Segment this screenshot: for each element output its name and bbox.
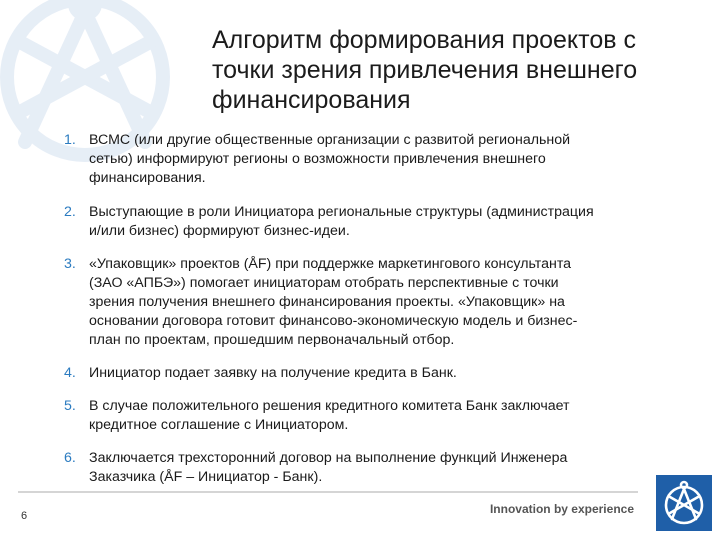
item-number: 6. xyxy=(64,450,76,466)
list-item xyxy=(64,449,669,487)
item-text: Выступающие в роли Инициатора региональные структуры (администрация и/или бизнес) формируют бизнес-идеи. xyxy=(89,204,594,239)
item-number: 3. xyxy=(64,256,76,272)
item-number: 2. xyxy=(64,204,76,220)
steps-list xyxy=(64,131,669,487)
item-text: В случае положительного решения кредитного комитета Банк заключает кредитное соглашение с Инициатором. xyxy=(89,398,570,433)
item-number: 5. xyxy=(64,398,76,414)
list-item xyxy=(64,364,669,383)
item-text: ВСМС (или другие общественные организации с развитой региональной сетью) информируют регионы о возможности привлечения внешнего финансирования. xyxy=(89,132,571,186)
item-text: Заключается трехсторонний договор на выполнение функций Инженера Заказчика (ÅF – Инициатор - Банк). xyxy=(89,450,568,485)
list-item xyxy=(64,255,669,350)
slide-title: Алгоритм формирования проектов с точки зрения привлечения внешнего финансирования xyxy=(212,26,638,114)
item-text: «Упаковщик» проектов (ÅF) при поддержке маркетингового консультанта (ЗАО «АПБЭ») помогает инициаторам отобрать перспективные с точки зрения получения внешнего финансирования проекты. «Упаковщик» на основании договора готовит финансово-экономическую модель и бизнес- план по проектам, прошедшим первоначальный отбор. xyxy=(89,256,578,348)
af-logo-icon xyxy=(656,475,712,531)
list-item xyxy=(64,131,669,188)
page-number: 6 xyxy=(21,510,28,522)
item-number: 1. xyxy=(64,132,76,148)
item-text: Инициатор подает заявку на получение кредита в Банк. xyxy=(89,365,457,381)
list-item xyxy=(64,397,669,435)
list-item xyxy=(64,203,669,241)
item-number: 4. xyxy=(64,365,76,381)
footer-tagline: Innovation by experience xyxy=(489,502,634,516)
footer-divider xyxy=(18,491,638,493)
